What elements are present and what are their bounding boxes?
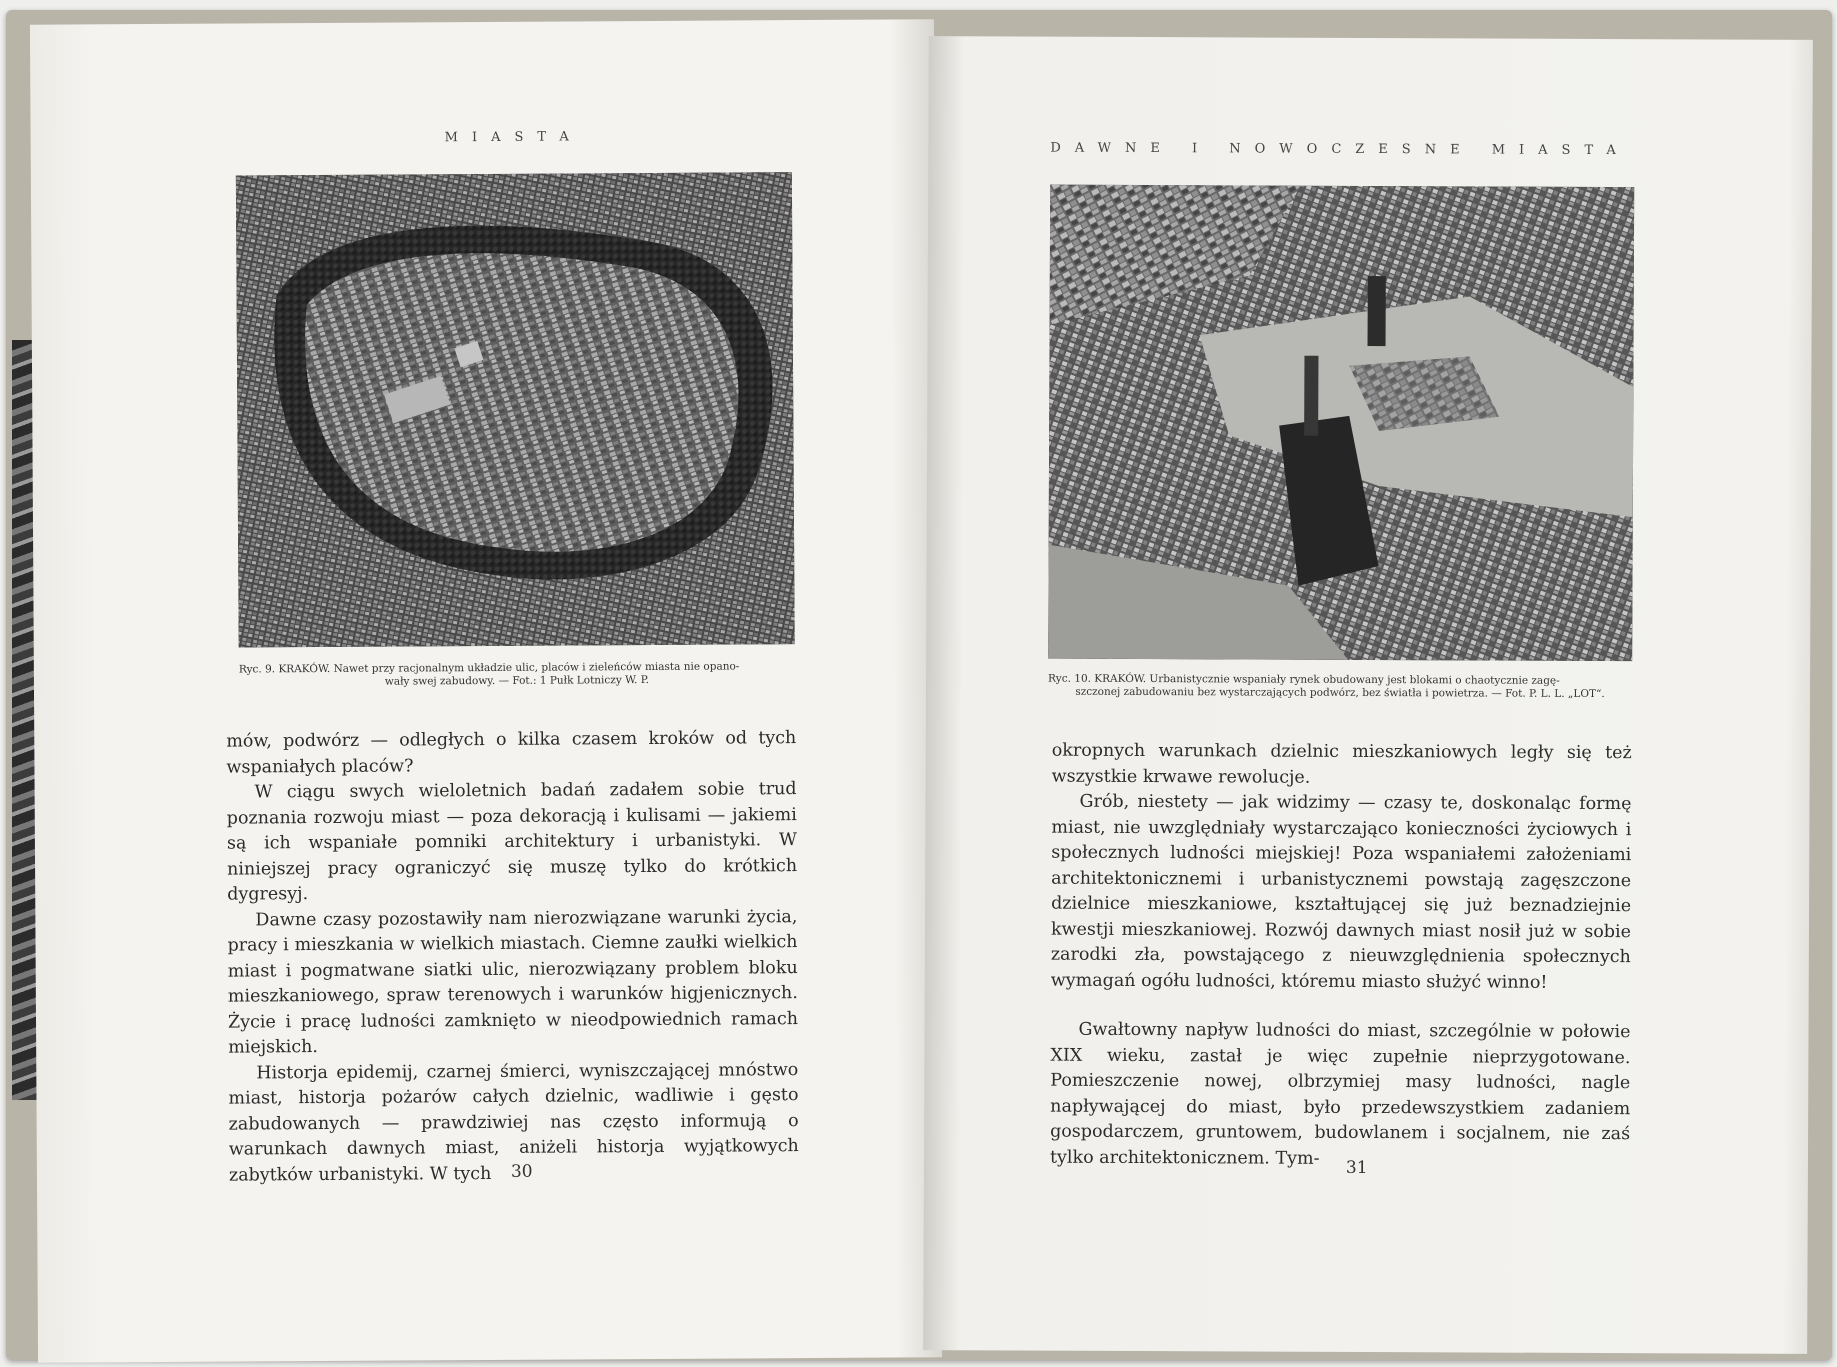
page-number-right: 31 xyxy=(1345,1157,1368,1179)
paragraph: Historja epidemij, czarnej śmierci, wyniszczającej mnóstwo miast, historja pożarów całych dzielnic, wadliwie i gęsto zabudowanych — prawdziwiej nas często informują o warunkach dawnych miast, aniżeli historja wyjątkowych zabytków urbanistyki. W tych xyxy=(228,1059,799,1186)
paragraph: Gwałtowny napływ ludności do miast, szczególnie w połowie XIX wieku, zastał je więc zupełnie nieprzygotowane. Pomieszczenie nowej, olbrzymiej masy ludności, nagle napływającej do miast, było przedewszystkiem zadaniem gospodarczem, gruntowem, budowlanem i socjalnem, nie zaś tylko architektonicznem. Tym- xyxy=(1049,1019,1631,1169)
open-book xyxy=(6,10,1832,1360)
caption-line: szczonej zabudowaniu bez wystarczających podwórz, bez światła i powietrza. — Fot. P. L. L. „LOT“. xyxy=(1075,685,1605,701)
aerial-photo-image xyxy=(1048,185,1634,662)
aerial-photo-krakow-market-square xyxy=(1048,185,1634,662)
figure-caption-left xyxy=(239,660,795,689)
figure-caption-right xyxy=(1048,673,1632,702)
paragraph: W ciągu swych wieloletnich badań zadałem sobie trud poznania rozwoju miast — poza dekoracją i kulisami — jakiemi są ich wspaniałe pomniki architektury i urbanistyki. W niniejszej pracy ograniczyć się muszę tylko do krótkich dygresyj. xyxy=(226,779,798,905)
running-head-right: DAWNE I NOWOCZESNE MIASTA xyxy=(1050,140,1630,159)
body-text-left xyxy=(226,726,799,1188)
caption-line: Ryc. 9. KRAKÓW. Nawet przy racjonalnym układzie ulic, placów i zieleńców miasta nie opano- xyxy=(238,660,740,676)
paragraph: Grób, niestety — jak widzimy — czasy te, doskonaląc formę miast, nie uwzględniały wystarczająco konieczności życiowych i społecznych ludności miejskiej! Poza wspaniałemi założeniami architektonicznemi i urbanistycznemi powstają zagęszczone dzielnice mieszkaniowe, kształtującej się już beznadziejnie kwestji mieszkaniowej. Rozwój dawnych miast nosił już w sobie zarodki zła, powstającego z nieuwzględnienia społecznych wymagań ogółu ludności, któremu miasto służyć winno! xyxy=(1050,791,1632,993)
body-text-right xyxy=(1050,739,1632,1174)
running-head-left: MIASTA xyxy=(444,129,583,146)
caption-line: Ryc. 10. KRAKÓW. Urbanistycznie wspaniały rynek obudowany jest blokami o chaotycznie zagę- xyxy=(1048,672,1560,687)
aerial-photo-krakow-old-town xyxy=(236,172,795,647)
left-page xyxy=(30,19,942,1362)
paragraph: okropnych warunkach dzielnic mieszkaniowych legły się też wszystkie krwawe rewolucje. xyxy=(1051,740,1632,788)
caption-line: wały swej zabudowy. — Fot.: 1 Pułk Lotniczy W. P. xyxy=(384,674,650,688)
aerial-photo-image xyxy=(236,172,795,647)
paragraph: mów, podwórz — odległych o kilka czasem kroków od tych wspaniałych placów? xyxy=(226,728,797,778)
paragraph: Dawne czasy pozostawiły nam nierozwiązane warunki życia, pracy i mieszkania w wielkich miastach. Ciemne zaułki wielkich miast i pogmatwane siatki ulic, nierozwiązany problem bloku mieszkaniowego, spraw terenowych i warunków higjenicznych. Życie i pracę ludności zamknięto w nieodpowiednich ramach miejskich. xyxy=(227,906,799,1058)
page-number-left: 30 xyxy=(510,1161,533,1182)
right-page xyxy=(923,36,1813,1354)
